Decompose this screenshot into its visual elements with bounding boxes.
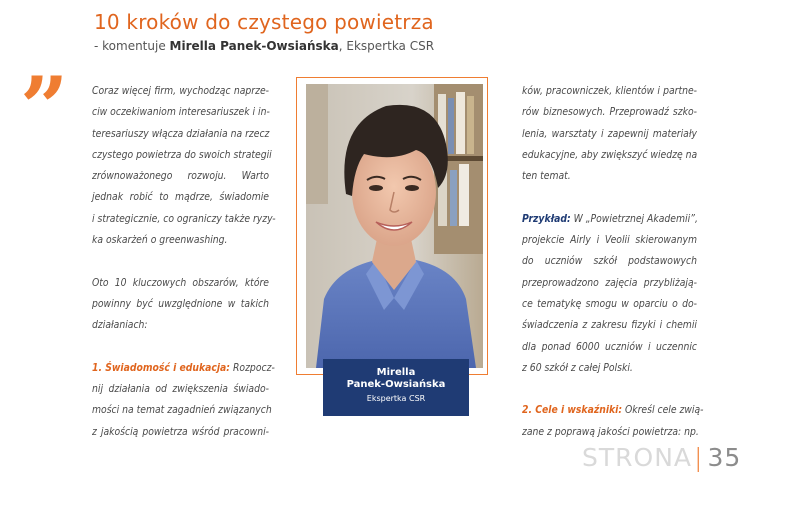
text-line: przeprowadzono zajęcia przybliżają- [522, 276, 697, 289]
text-line: mości na temat zagadnień związanych [92, 404, 272, 417]
text-line: Coraz więcej firm, wychodząc naprze- [92, 85, 269, 97]
caption-name [323, 367, 469, 391]
item-1 [92, 358, 275, 443]
caption-name-first: Mirella [376, 367, 416, 378]
areas-paragraph [92, 273, 269, 337]
text-line: ków, pracowniczek, klientów i partne- [522, 85, 697, 97]
example-first: W „Powietrznej Akademii”, [570, 212, 698, 225]
item-1-heading: 1. Świadomość i edukacja: [92, 361, 231, 374]
item-2-heading: 2. Cele i wskaźniki: [522, 404, 623, 417]
text-line: świadczenia z zakresu fizyki i chemii [522, 319, 697, 332]
text-line: z jakością powietrza wśród pracowni- [92, 425, 269, 438]
text-line: Oto 10 kluczowych obszarów, które [92, 276, 269, 289]
text-line: edukacyjne, aby zwiększyć wiedzę na [522, 148, 698, 161]
subtitle-suffix: , Ekspertka CSR [338, 39, 435, 53]
author-name: Mirella Panek-Owsiańska [169, 39, 339, 53]
text-line: teresariuszy włącza działania na rzecz [92, 127, 270, 140]
page-number: 35 [707, 443, 742, 472]
page-separator: | [694, 443, 704, 472]
item-1-first: Rozpocz- [230, 361, 275, 374]
example-label: Przykład: [522, 212, 571, 225]
page-title: 10 kroków do czystego powietrza [94, 10, 434, 34]
text-line: ten temat. [522, 170, 571, 183]
text-column-right [522, 81, 704, 443]
text-line: projekcie Airly i Veolii skierowanym [522, 234, 697, 247]
text-line: ce tematykę smogu w oparciu o do- [522, 297, 697, 310]
text-line: dla ponad 6000 uczniów i uczennic [522, 340, 697, 353]
text-line: rów biznesowych. Przeprowadź szko- [522, 106, 697, 119]
caption-role: Ekspertka CSR [366, 394, 426, 403]
portrait-photo [306, 84, 483, 368]
text-line: nij działania od zwiększenia świado- [92, 383, 269, 396]
page-subtitle [94, 39, 434, 53]
text-line: zane z poprawą jakości powietrza: np. [522, 425, 699, 438]
text-line: powinny być uwzględnione w takich [92, 297, 269, 310]
text-line: jednak robić to mądrze, świadomie [92, 191, 269, 204]
item-2 [522, 400, 704, 443]
text-line: ka oskarżeń o greenwashing. [92, 234, 228, 247]
text-line: działaniach: [92, 319, 148, 332]
page-number-footer [582, 443, 741, 472]
quote-mark-icon: ” [20, 58, 69, 157]
photo-caption [323, 359, 469, 416]
continued-paragraph [522, 81, 697, 187]
item-2-first: Określ cele zwią- [622, 404, 704, 417]
text-line: z 60 szkół z całej Polski. [522, 361, 633, 374]
subtitle-prefix: - komentuje [94, 39, 170, 53]
text-line: zrównoważonego rozwoju. Warto [92, 170, 269, 183]
text-line: do uczniów szkół podstawowych [522, 255, 697, 268]
page-label: STRONA [582, 443, 692, 472]
text-line: lenia, warsztaty i zapewnij materiały [522, 127, 697, 140]
text-line [522, 400, 704, 421]
intro-paragraph [92, 81, 276, 251]
text-line: czystego powietrza do swoich strategii [92, 148, 272, 161]
text-line: i strategicznie, co ograniczy także ryzy- [92, 212, 276, 225]
text-line [92, 358, 275, 379]
text-column-left [92, 81, 276, 443]
caption-name-last: Panek-Owsiańska [346, 379, 446, 390]
example-paragraph [522, 209, 697, 379]
text-line: ciw oczekiwaniom interesariuszek i in- [92, 106, 270, 119]
text-line [522, 209, 697, 230]
